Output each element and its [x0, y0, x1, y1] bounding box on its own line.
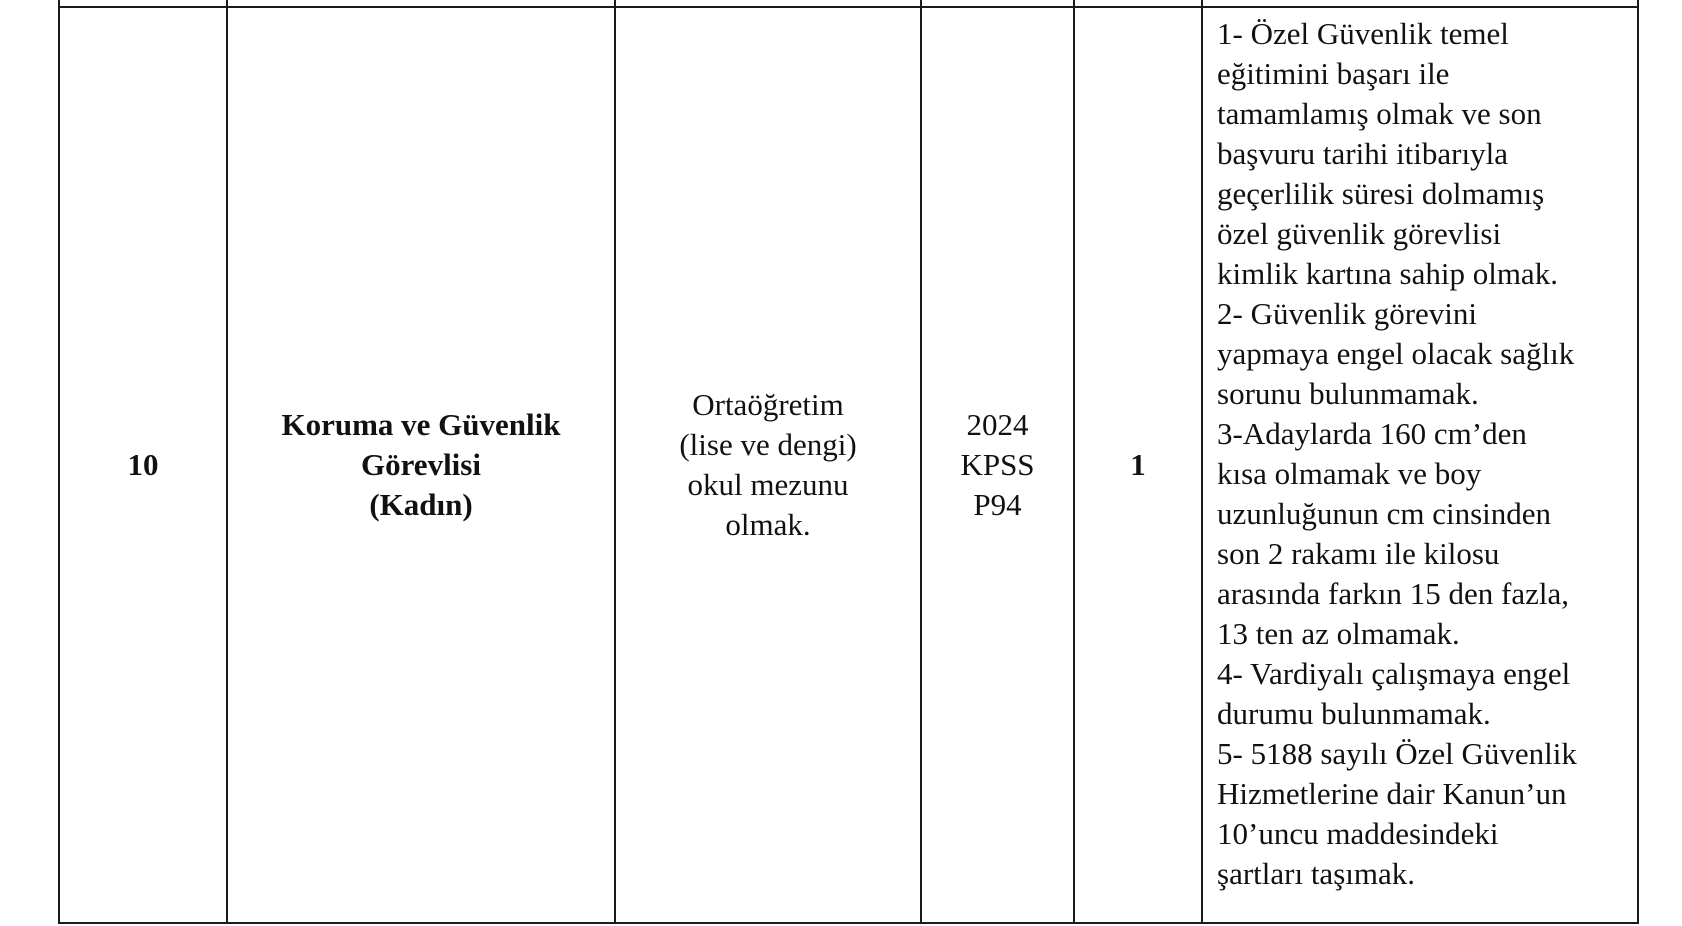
education-line: Ortaöğretim: [692, 387, 844, 422]
position-table: [58, 0, 1639, 924]
education-line: (lise ve dengi): [679, 427, 857, 462]
requirement-line: 13 ten az olmamak.: [1217, 616, 1460, 651]
quota-cell: [1074, 7, 1202, 923]
row-number: 10: [127, 447, 159, 482]
education-line: olmak.: [725, 507, 811, 542]
requirement-line: 2- Güvenlik görevini: [1217, 296, 1478, 331]
requirement-line: yapmaya engel olacak sağlık: [1217, 336, 1575, 371]
kpss-cell: [921, 7, 1074, 923]
kpss-line: P94: [973, 487, 1022, 522]
position-title-line: Koruma ve Güvenlik: [281, 407, 561, 442]
kpss-line: KPSS: [960, 447, 1035, 482]
requirement-line: 3-Adaylarda 160 cm’den: [1217, 416, 1527, 451]
education-line: okul mezunu: [687, 467, 849, 502]
position-title-line: (Kadın): [369, 487, 473, 522]
row-number-cell: [59, 7, 227, 923]
requirement-line: son 2 rakamı ile kilosu: [1217, 536, 1500, 571]
requirement-line: tamamlamış olmak ve son: [1217, 96, 1542, 131]
requirement-line: durumu bulunmamak.: [1217, 696, 1491, 731]
requirement-line: arasında farkın 15 den fazla,: [1217, 576, 1570, 611]
requirement-line: kimlik kartına sahip olmak.: [1217, 256, 1558, 291]
requirement-line: 5- 5188 sayılı Özel Güvenlik: [1217, 736, 1577, 771]
requirement-line: kısa olmamak ve boy: [1217, 456, 1482, 491]
requirement-line: 10’uncu maddesindeki: [1217, 816, 1499, 851]
kpss-line: 2024: [966, 407, 1029, 442]
requirement-line: 4- Vardiyalı çalışmaya engel: [1217, 656, 1571, 691]
requirement-line: 1- Özel Güvenlik temel: [1217, 16, 1509, 51]
requirement-line: şartları taşımak.: [1217, 856, 1415, 891]
document-page: [58, 0, 1639, 924]
requirements-cell: [1202, 7, 1638, 923]
requirement-line: geçerlilik süresi dolmamış: [1217, 176, 1545, 211]
requirement-line: eğitimini başarı ile: [1217, 56, 1450, 91]
requirement-line: uzunluğunun cm cinsinden: [1217, 496, 1552, 531]
previous-row-edge: [59, 0, 1638, 7]
requirement-line: başvuru tarihi itibarıyla: [1217, 136, 1508, 171]
education-cell: [615, 7, 921, 923]
position-title-line: Görevlisi: [361, 447, 481, 482]
table-row: [59, 7, 1638, 923]
requirement-line: sorunu bulunmamak.: [1217, 376, 1479, 411]
position-title-cell: [227, 7, 615, 923]
quota-count: 1: [1130, 447, 1146, 482]
requirement-line: özel güvenlik görevlisi: [1217, 216, 1502, 251]
requirement-line: Hizmetlerine dair Kanun’un: [1217, 776, 1567, 811]
